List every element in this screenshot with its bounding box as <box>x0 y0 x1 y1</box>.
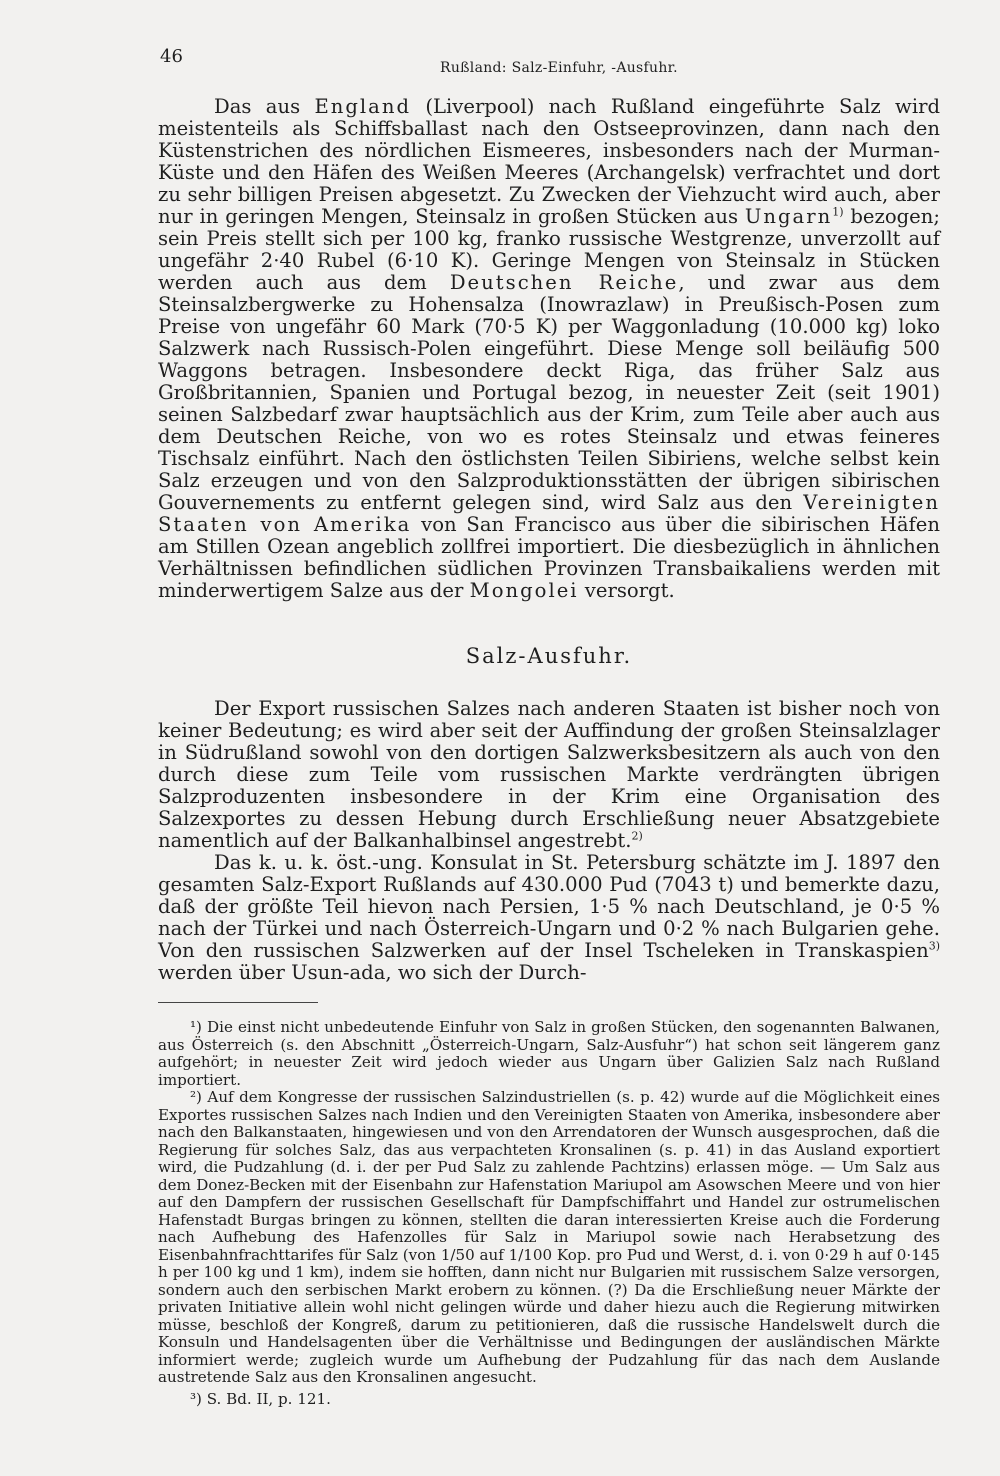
page-number: 46 <box>160 46 183 67</box>
country-mongolei: Mongolei <box>469 579 579 602</box>
running-head: Rußland: Salz-Einfuhr, -Ausfuhr. <box>440 60 678 76</box>
paragraph-salt-import: Das aus England (Liverpool) nach Rußland eingeführte Salz wird meistenteils als Schiffsballast nach den Ostseeprovinzen, dann nach den Küstenstrichen des nördlichen Eismeeres, insbesonders nach der Murman-Küste und den Häfen des Weißen Meeres (Archangelsk) verfrachtet und dort zu sehr billigen Preisen abgesetzt. Zu Zwecken der Viehzucht wird auch, aber nur in geringen Mengen, Steinsalz in großen Stücken aus Ungarn$^{1)}$ bezogen; sein Preis stellt sich per 100 kg, franko russische Westgrenze, unverzollt auf ungefähr 2·40 Rubel (6·10 K). Geringe Mengen von Steinsalz in Stücken werden auch aus dem Deutschen Reiche, und zwar aus dem Steinsalzbergwerke zu Hohensalza (Inowrazlaw) in Preußisch-Posen zum Preise von ungefähr 60 Mark (70·5 K) per Waggonladung (10.000 kg) loko Salzwerk nach Russisch-Polen eingeführt. Diese Menge soll beiläufig 500 Waggons betragen. Insbesondere deckt Riga, das früher Salz aus Großbritannien, Spanien und Portugal bezog, in neuester Zeit (seit 1901) seinen Salzbedarf zwar hauptsächlich aus der Krim, zum Teile aber auch aus dem Deutschen Reiche, von wo es rotes Steinsalz und etwas feineres Tischsalz einführt. Nach den östlichsten Teilen Sibiriens, welche selbst kein Salz erzeugen und von den Salzproduktionsstätten der übrigen sibirischen Gouvernements zu entfernt gelegen sind, wird Salz aus den Vereinigten Staaten von Amerika von San Francisco aus über die sibirischen Häfen am Stillen Ozean angeblich zollfrei importiert. Die diesbezüglich in ähnlichen Verhältnissen befindlichen südlichen Provinzen Transbaikaliens werden mit minderwertigem Salze aus der Mongolei versorgt. <box>158 95 941 602</box>
country-ungarn: Ungarn <box>744 205 833 228</box>
footnote-ref-1: 1) <box>832 205 844 219</box>
footnote-2: ²) Auf dem Kongresse der russischen Salzindustriellen (s. p. 42) wurde auf die Möglichkeit eines Exportes russischen Salzes nach Indien und den Vereinigten Staaten von Amerika, insbesondere aber nach den Balkanstaaten, hingewiesen und von den Arrendatoren der Wunsch ausgesprochen, daß die Regierung für solches Salz, das aus verpachteten Kronsalinen (s. p. 41) in das Ausland exportiert wird, die Pudzahlung (d. i. der per Pud Salz zu zahlende Pachtzins) erlassen möge. — Um Salz aus dem Donez-Becken mit der Eisenbahn zur Hafenstation Mariupol am Asowschen Meere und von hier auf den Dampfern der russischen Gesellschaft für Dampfschiffahrt und Handel zur ostrumelischen Hafenstadt Burgas bringen zu können, stellten die daran interessierten Kreise auch die Forderung nach Aufhebung des Hafenzolles für Salz in Mariupol sowie nach Herabsetzung des Eisenbahnfrachttarifes für Salz (von 1/50 auf 1/100 Kop. pro Pud und Werst, d. i. von 0·29 h auf 0·145 h per 100 kg und 1 km), indem sie hofften, dann nicht nur Bulgarien mit russischem Salze versorgen, sondern auch den serbischen Markt erobern zu können. (?) Da die Erschließung neuer Märkte der privaten Initiative allein wohl nicht gelingen würde und daher hiezu auch die Regierung mitwirken müsse, beschloß der Kongreß, darum zu petitionieren, daß die russische Handelswelt durch die Konsuln und Handelsagenten über die Verhältnisse und Bedingungen der ausländischen Märkte informiert werde; zugleich wurde um Aufhebung der Pudzahlung für das nach dem Auslande austretende Salz aus den Kronsalinen angesucht. <box>158 1088 941 1386</box>
country-england: England <box>314 95 412 118</box>
footnote-ref-2: 2) <box>631 829 643 843</box>
country-deutsches-reich: Deutschen Reiche <box>449 271 679 294</box>
footnote-divider <box>158 1002 318 1003</box>
body-text <box>158 96 940 1408</box>
paragraph-consulate-estimate: Das k. u. k. öst.-ung. Konsulat in St. Petersburg schätzte im J. 1897 den gesamten Salz-Export Rußlands auf 430.000 Pud (7043 t) und bemerkte dazu, daß der größte Teil hievon nach Persien, 1·5 % nach Deutschland, je 0·5 % nach der Türkei und nach Österreich-Ungarn und 0·2 % nach Bulgarien gehe. Von den russischen Salzwerken auf der Insel Tscheleken in Transkaspien$^{3)}$ werden über Usun-ada, wo sich der Durch- <box>158 851 940 984</box>
section-title: Salz-Ausfuhr. <box>465 644 633 668</box>
footnote-3: ³) S. Bd. II, p. 121. <box>190 1389 331 1408</box>
footnote-1: ¹) Die einst nicht unbedeutende Einfuhr von Salz in großen Stücken, den sogenannten Balwanen, aus Österreich (s. den Abschnitt „Österreich-Ungarn, Salz-Ausfuhr“) hat schon seit längerem ganz aufgehört; in neuester Zeit wird jedoch wieder aus Ungarn über Galizien Salz nach Rußland importiert. <box>158 1018 940 1089</box>
footnote-ref-3: 3) <box>928 939 940 953</box>
page-header <box>160 46 940 76</box>
paragraph-salt-export: Der Export russischen Salzes nach anderen Staaten ist bisher noch von keiner Bedeutung; es wird aber seit der Auffindung der großen Steinsalzlager in Südrußland sowohl von den dortigen Salzwerksbesitzern als auch von den durch diese zum Teile vom russischen Markte verdrängten übrigen Salzproduzenten insbesondere in der Krim eine Organisation des Salzexportes zu dessen Hebung durch Erschließung neuer Absatzgebiete namentlich auf der Balkanhalbinsel angestrebt.$^{2)}$ <box>158 697 940 852</box>
country-usa: Vereinigten Staaten von Amerika <box>158 491 940 536</box>
